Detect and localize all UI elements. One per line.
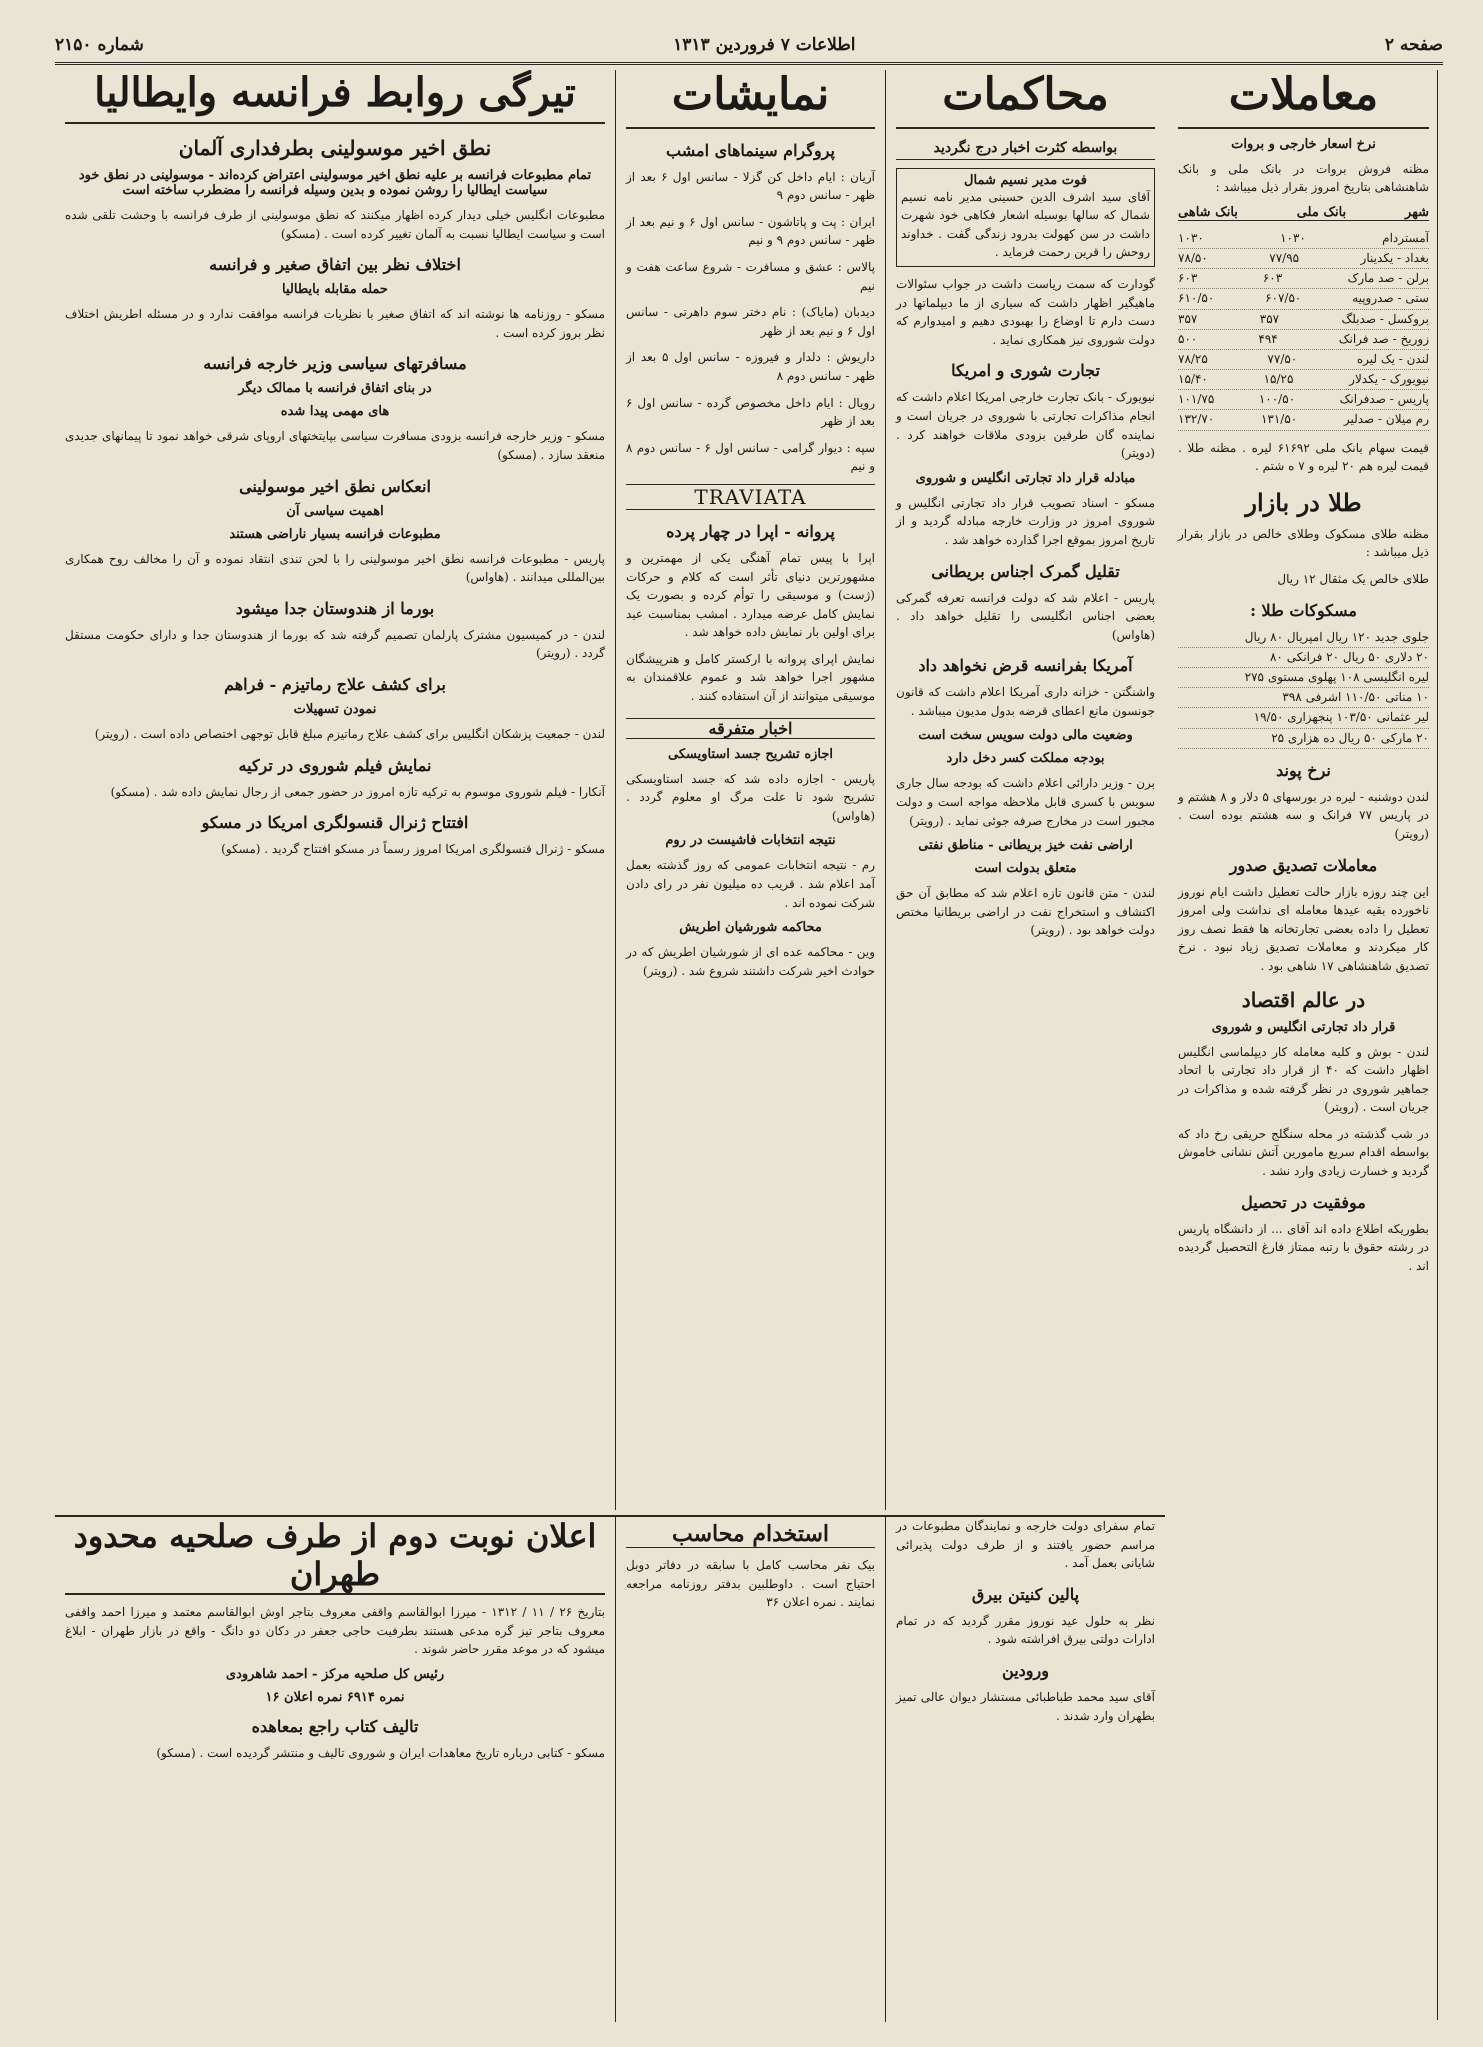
rate-row: بغداد - یکدینار ۷۷/۹۵ ۷۸/۵۰ bbox=[1178, 249, 1429, 269]
customs-title: تقلیل گمرک اجناس بریطانی bbox=[931, 561, 1120, 581]
cinema-column bbox=[615, 70, 885, 1510]
cinema-title: نمایشات bbox=[626, 70, 875, 129]
courts-body: گودارت که سمت ریاست داشت در جواب سئوالات ماهیگیر اظهار داشت که سیاری از ما دیپلماتها در دست دارم تا اوضاع را بهبودی دهیم و امیدوارم که دولت شوروی نیز همکاری نماید . bbox=[896, 276, 1155, 347]
arrivals-title: ورودین bbox=[1002, 1660, 1049, 1680]
politics-title: تیرگی روابط فرانسه وایطالیا bbox=[65, 70, 605, 124]
rates-header bbox=[1178, 205, 1429, 221]
bottom-jobs-column bbox=[615, 1517, 885, 2022]
cinema-entry: رویال : ایام داخل مخصوص گرده - سانس اول ۶ بعد از ظهر bbox=[626, 395, 875, 429]
customs-text: پاریس - اعلام شد که دولت فرانسه تعرفه گمرکی بعضی اجناس انگلیسی را تقلیل خواهد داد . (هاواس) bbox=[896, 590, 1155, 642]
politics-sub2: تمام مطبوعات فرانسه بر علیه نطق اخیر موسولینی اعتراض کرده‌اند - موسولینی در نطق خود سیاست ایطالیا را روشن نموده و بدین وسیله فرانسه را مضطرب ساخته است bbox=[78, 168, 592, 198]
cinema-entry: آریان : ایام داخل کن گزلا - سانس اول ۶ بعد از ظهر - سانس دوم ۹ bbox=[626, 169, 876, 203]
rates-head-shahi: بانک شاهی bbox=[1178, 204, 1238, 220]
rate-row: آمستردام ۱۰۳۰ ۱۰۳۰ bbox=[1178, 229, 1429, 249]
book-text: مسکو - کتابی درباره تاریخ معاهدات ایران و شوروی تالیف و منتشر گردیده است . (مسکو) bbox=[156, 1745, 605, 1760]
rate-row: ستی - صدروپیه ۶۰۷/۵۰ ۶۱۰/۵۰ bbox=[1178, 289, 1429, 309]
opera-text: اپرا با پیس تمام آهنگی یکی از مهمترین و مشهورترین دنیای تأثر است که کلام و حرکات (ژست) و موسیقی را توأم کرده و بصورت یک نمایش کامل عرضه میدارد . امشب بمناسبت عید برای اولین بار نمایش داده خواهد شد . bbox=[626, 550, 875, 640]
courts-note: بواسطه کثرت اخبار درج نگردید bbox=[896, 137, 1155, 160]
cert-title: معاملات تصدیق صدور bbox=[1229, 855, 1378, 875]
uk-treaty-text: مسکو - اسناد تصویب قرار داد تجارتی انگلیس و شوروی امروز در وزارت خارجه مبادله گردید و از تاریخ امروز بموقع اجرا گذارده خواهد شد . bbox=[896, 495, 1155, 547]
politics-text1: مطبوعات انگلیس خیلی دیدار کرده اظهار میکنند که نطق موسولینی از طرف فرانسه با وحشت تلقی شده است و سیاست ایطالیا نسبت به آلمان تغییر کرده است . (مسکو) bbox=[65, 208, 605, 241]
rate-row: لندن - یک لیره ۷۷/۵۰ ۷۸/۲۵ bbox=[1178, 350, 1429, 370]
oil-subtitle: متعلق بدولت است bbox=[974, 861, 1077, 877]
gold-title: طلا در بازار bbox=[1245, 487, 1362, 517]
coin-row: جلوی جدید ۱۲۰ ریال امپریال ۸۰ ریال bbox=[1178, 628, 1429, 648]
jobs-title: استخدام محاسب bbox=[626, 1521, 875, 1548]
flag-text: نظر به حلول عید نوروز مقرر گردید که در تمام ادارات دولتی بیرق افراشته شود . bbox=[896, 1613, 1155, 1647]
coin-row: ۱۰ مناتی ۱۱۰/۵۰ اشرفی ۳۹۸ bbox=[1178, 688, 1429, 708]
program-title: پروگرام سینماهای امشب bbox=[666, 140, 835, 160]
court-notice-title: اعلان نوبت دوم از طرف صلحیه محدود طهران bbox=[65, 1517, 605, 1595]
cinema-entry: داریوش : دلدار و فیروزه - سانس اول ۵ بعد از ظهر - سانس دوم ۸ bbox=[626, 350, 875, 383]
coin-row: لیر عثمانی ۱۰۳/۵۰ پنجهزاری ۱۹/۵۰ bbox=[1178, 708, 1429, 728]
uk-treaty-title: مبادله قرار داد تجارتی انگلیس و شوروی bbox=[915, 470, 1136, 486]
economy-title: در عالم اقتصاد bbox=[1241, 987, 1366, 1012]
swiss-title: وضعیت مالی دولت سویس سخت است bbox=[918, 728, 1133, 744]
court-notice-number: نمره ۶۹۱۴ نمره اعلان ۱۶ bbox=[265, 1689, 405, 1705]
page-label: صفحه ۲ bbox=[1384, 35, 1443, 55]
coins-title: مسکوکات طلا : bbox=[1250, 600, 1357, 620]
courts-title: محاکمات bbox=[896, 70, 1155, 129]
pound-title: نرخ پوند bbox=[1276, 760, 1331, 780]
traviata-heading: TRAVIATA bbox=[626, 484, 875, 510]
trade-usa-text: نیویورک - بانک تجارت خارجی امریکا اعلام داشت که انجام مذاکرات تجارتی با شوروی در جریان است و نماینده گان طرفین بزودی ملاقات خواهند کرد . (دویتر) bbox=[896, 390, 1155, 461]
court-notice-footer: رئیس کل صلحیه مرکز - احمد شاهرودی bbox=[225, 1666, 445, 1682]
politics-sub5: انعکاس نطق اخیر موسولینی bbox=[239, 476, 431, 496]
graduates-text: بطوریکه اطلاع داده اند آقای ... از دانشگاه پاریس در رشته حقوق با رتبه ممتاز فارغ التحصیل گردیده اند . bbox=[1178, 1221, 1429, 1273]
politics-sub1: نطق اخیر موسولینی بطرفداری آلمان bbox=[178, 136, 492, 160]
cinema-entry: پالاس : عشق و مسافرت - شروع ساعت هفت و نیم bbox=[626, 259, 875, 293]
elections-title: نتیجه انتخابات فاشیست در روم bbox=[665, 833, 836, 849]
misc-news-title: اخبار متفرقه bbox=[626, 718, 875, 739]
politics-sub5b: اهمیت سیاسی آن bbox=[286, 503, 384, 519]
gold-intro: مظنه طلای مسکوک وطلای خالص در بازار بقرار ذیل میباشد : bbox=[1178, 526, 1429, 560]
rate-row: برلن - صد مارک ۶۰۳ ۶۰۳ bbox=[1178, 269, 1429, 289]
issue-date: اطلاعات ۷ فروردین ۱۳۱۳ bbox=[673, 35, 856, 55]
graduates-title: موفقیت در تحصیل bbox=[1241, 1192, 1366, 1212]
austria-title: محاکمه شورشیان اطریش bbox=[679, 920, 822, 936]
rheumatism-text: لندن - جمعیت پزشکان انگلیس برای کشف علاج رماتیزم مبلغ قابل توجهی اختصاص داده است . (رویتر) bbox=[94, 726, 605, 741]
rates-title: معاملات bbox=[1178, 70, 1429, 129]
bottom-notice-column bbox=[55, 1517, 615, 2022]
politics-sub4c: های مهمی پیدا شده bbox=[280, 404, 390, 420]
burma-text: لندن - در کمیسیون مشترک پارلمان تصمیم گرفته شد که بورما از هندوستان جدا و دارای حکومت مستقل گردد . (رویتر) bbox=[65, 627, 605, 661]
swiss-subtitle: بودجه مملکت کسر دخل دارد bbox=[946, 751, 1105, 767]
rate-row: پاریس - صدفرانک ۱۰۰/۵۰ ۱۰۱/۷۵ bbox=[1178, 390, 1429, 410]
film-text: آنکارا - فیلم شوروی موسوم به ترکیه تازه امروز در حضور جمعی از رجال نمایش داده شد . (مسکو) bbox=[110, 784, 605, 799]
bottom-news-column bbox=[885, 1517, 1165, 2022]
consulate-text: مسکو - ژنرال قنسولگری امریکا امروز رسماً در مسکو افتتاح گردید . (مسکو) bbox=[221, 842, 605, 857]
loan-title: آمریکا بفرانسه قرض نخواهد داد bbox=[918, 656, 1133, 676]
obituary-text: آقای سید اشرف الدین حسینی مدیر نامه نسیم شمال که سالها بوسیله اشعار فکاهی خود شهرت داشت در سن کهولت بدرود زندگی گفت . خداوند روحش را قرین رحمت فرماید . bbox=[901, 189, 1150, 260]
politics-sub3: اختلاف نظر بین اتفاق صغیر و فرانسه bbox=[209, 255, 461, 275]
music-text: نمایش اپرای پروانه با ارکستر کامل و هنرپیشگان مشهور اجرا خواهد شد و عموم علاقمندان به موسیقی میتوانند از آن استفاده کنند . bbox=[626, 651, 875, 704]
politics-sub4b: در بنای اتفاق فرانسه با ممالک دیگر bbox=[238, 381, 432, 397]
bottom-band bbox=[55, 1515, 1165, 2022]
stravinsky-text: پاریس - اجازه داده شد که جسد استاویسکی تشریح شود تا علت مرگ او معلوم گردد . (هاواس) bbox=[626, 771, 875, 823]
jobs-text: بیک نفر محاسب کامل با سابقه در دفاتر دوبل احتیاج است . داوطلبین بدفتر روزنامه مراجعه نمایند . نمره اعلان ۳۶ bbox=[626, 1558, 875, 1610]
politics-text3: مسکو - وزیر خارجه فرانسه بزودی مسافرت سیاسی بپایتختهای اروپای شرقی خواهد نمود تا پیمانهای جدیدی منعقد سازد . (مسکو) bbox=[65, 429, 605, 462]
cinema-entry: ایران : پت و پاتاشون - سانس اول ۶ و نیم بعد از ظهر - سانس دوم ۹ و نیم bbox=[626, 214, 875, 248]
gold-line: طلای خالص یک مثقال ۱۲ ریال bbox=[1277, 572, 1429, 587]
loan-text: واشنگتن - خزانه داری آمریکا اعلام داشت که قانون جونسون مانع اعطای قرضه بدول مدیون میباشد . bbox=[896, 685, 1155, 718]
flag-title: پالین کنیتن بیرق bbox=[971, 1584, 1080, 1604]
rheumatism-sub: نمودن تسهیلات bbox=[293, 701, 377, 717]
consulate-title: افتتاح ژنرال قنسولگری امریکا در مسکو bbox=[201, 813, 469, 833]
court-notice-text: بتاریخ ۲۶ / ۱۱ / ۱۳۱۲ - میرزا ابوالقاسم واقفی معروف بتاجر اوش ابوالقاسم معتمد و میرزا احمد واقفی معروف بتاجر تیز گره مدعی هستند بطرفیت حاجی جعفر در دکان دو دانگ - واقع در بازار طهران - ابلاغ میشود که در موعد مقرر حاضر شوند . bbox=[65, 1605, 606, 1657]
politics-sub4: مسافرتهای سیاسی وزیر خارجه فرانسه bbox=[203, 354, 467, 374]
obituary-box bbox=[896, 168, 1155, 267]
politics-column bbox=[55, 70, 615, 1510]
obituary-title: فوت مدیر نسیم شمال bbox=[964, 172, 1087, 188]
coin-row: ۲۰ دلاری ۵۰ ریال ۲۰ فرانکی ۸۰ bbox=[1178, 648, 1429, 668]
burma-title: بورما از هندوستان جدا میشود bbox=[235, 598, 435, 618]
courts-column bbox=[885, 70, 1165, 1510]
politics-sub5c: مطبوعات فرانسه بسیار ناراضی هستند bbox=[229, 526, 441, 542]
ceremony-text: تمام سفرای دولت خارجه و نمایندگان مطبوعات در مراسم حضور یافتند و از طرف دولت پذیرائی شایانی بعمل آمد . bbox=[896, 1519, 1155, 1571]
fire-text: در شب گذشته در محله سنگلج حریقی رخ داد که بواسطه اقدام سریع مامورین آتش نشانی خاموش گردید و خسارت زیادی وارد نشد . bbox=[1178, 1126, 1429, 1179]
swiss-text: برن - وزیر دارائی اعلام داشت که بودجه سال جاری سویس با کسری قابل ملاحظه مواجه است و دولت مجبور است در مخارج صرفه جوئی نماید . (رویتر) bbox=[896, 776, 1155, 828]
book-title: تالیف کتاب راجع بمعاهده bbox=[251, 1716, 419, 1736]
econ-trade-title: قرار داد تجارتی انگلیس و شوروی bbox=[1211, 1019, 1396, 1035]
rate-row: بروکسل - صدبلگ ۳۵۷ ۳۵۷ bbox=[1178, 310, 1429, 330]
politics-text4: پاریس - مطبوعات فرانسه نطق اخیر موسولینی را با لحن تندی انتقاد نموده و آن را مخالف روح همکاری بین‌المللی میدانند . (هاواس) bbox=[65, 551, 605, 585]
rates-table bbox=[1178, 229, 1429, 431]
cert-text: این چند روزه بازار حالت تعطیل داشت ایام نوروز ناخورده بقیه عیدها معامله ای نداشت ولی امروز تعطیل را داده بعضی تجارتخانه ها فقط نصف روز کار میکردند و معاملات تصدیق زیاد نبود . نرخ تصدیق شاهنشاهی ۱۷ شاهی بود . bbox=[1178, 884, 1429, 973]
main-columns bbox=[55, 70, 1165, 1510]
arrivals-text: آقای سید محمد طباطبائی مستشار دیوان عالی تمیز بطهران وارد شدند . bbox=[896, 1689, 1155, 1723]
cinema-entry: سپه : دیوار گرامی - سانس اول ۶ - سانس دوم ۸ و نیم bbox=[626, 440, 875, 474]
oil-text: لندن - متن قانون تازه اعلام شد که مطابق آن حق اکتشاف و استخراج نفت در اراضی بریطانیا مختص دولت خواهد بود . (رویتر) bbox=[896, 886, 1155, 938]
rates-head-melli: بانک ملی bbox=[1296, 204, 1347, 220]
rate-row: رم میلان - صدلیر ۱۳۱/۵۰ ۱۳۲/۷۰ bbox=[1178, 410, 1429, 430]
rates-column bbox=[1170, 70, 1438, 2020]
coin-row: لیره انگلیسی ۱۰۸ پهلوی مستوی ۲۷۵ bbox=[1178, 668, 1429, 688]
rate-row: زوریخ - صد فرانک ۴۹۴ ۵۰۰ bbox=[1178, 330, 1429, 350]
trade-usa-title: تجارت شوری و امریکا bbox=[951, 361, 1100, 381]
pound-text: لندن دوشنبه - لیره در بورسهای ۵ دلار و ۸ هشتم و در پاریس ۷۷ فرانک و سه هشتم بوده است . (رویتر) bbox=[1178, 789, 1429, 841]
econ-trade-text: لندن - بوش و کلیه معامله کار دیپلماسی انگلیس اظهار داشت که ۴۰ از قرار داد تجارتی با اتحاد جماهیر شوروی در نظر گرفته شده و مذاکرات در جریان است . (رویتر) bbox=[1178, 1044, 1429, 1115]
rheumatism-title: برای کشف علاج رماتیزم - فراهم bbox=[224, 674, 446, 694]
rates-intro: مظنه فروش بروات در بانک ملی و بانک شاهنشاهی بتاریخ امروز بقرار ذیل میباشد : bbox=[1178, 161, 1429, 195]
politics-sub3b: حمله مقابله بایطالیا bbox=[282, 282, 388, 298]
austria-text: وین - محاکمه عده ای از شورشیان اطریش که در حوادث اخیر شرکت داشتند شروع شد . (رویتر) bbox=[626, 945, 875, 978]
film-title: نمایش فیلم شوروی در ترکیه bbox=[238, 755, 432, 775]
opera-title: پروانه - اپرا در چهار پرده bbox=[666, 521, 835, 541]
rates-subtitle: نرخ اسعار خارجی و بروات bbox=[1231, 136, 1376, 152]
cinema-entry: دیدبان (مایاک) : نام دختر سوم داهرتی - سانس اول ۶ و نیم بعد از ظهر bbox=[626, 305, 875, 338]
rates-head-city: شهر bbox=[1404, 204, 1429, 220]
issue-number: شماره ۲۱۵۰ bbox=[55, 35, 144, 55]
stravinsky-title: اجازه تشریح جسد استاویسکی bbox=[667, 746, 834, 762]
rate-row: نیویورک - یکدلار ۱۵/۲۵ ۱۵/۴۰ bbox=[1178, 370, 1429, 390]
politics-text2: مسکو - روزنامه ها نوشته اند که اتفاق صغیر با نظریات فرانسه موافقت ندارد و در مسئله اطریش اختلاف نظر بروز کرده است . bbox=[65, 307, 605, 340]
elections-text: رم - نتیجه انتخابات عمومی که روز گذشته بعمل آمد اعلام شد . قریب ده میلیون نفر در رای دادن شرکت نموده اند . bbox=[626, 858, 875, 910]
rates-notes: قیمت سهام بانک ملی ۶۱۶۹۲ لیره . مظنه طلا . قیمت لیره هم ۲۰ لیره و ۷ ه شتم . bbox=[1178, 440, 1429, 474]
coins-list bbox=[1178, 628, 1429, 749]
masthead bbox=[55, 28, 1443, 65]
oil-title: اراضی نفت خیز بریطانی - مناطق نفتی bbox=[918, 838, 1133, 854]
coin-row: ۲۰ مارکی ۵۰ ریال ده هزاری ۲۵ bbox=[1178, 729, 1429, 749]
